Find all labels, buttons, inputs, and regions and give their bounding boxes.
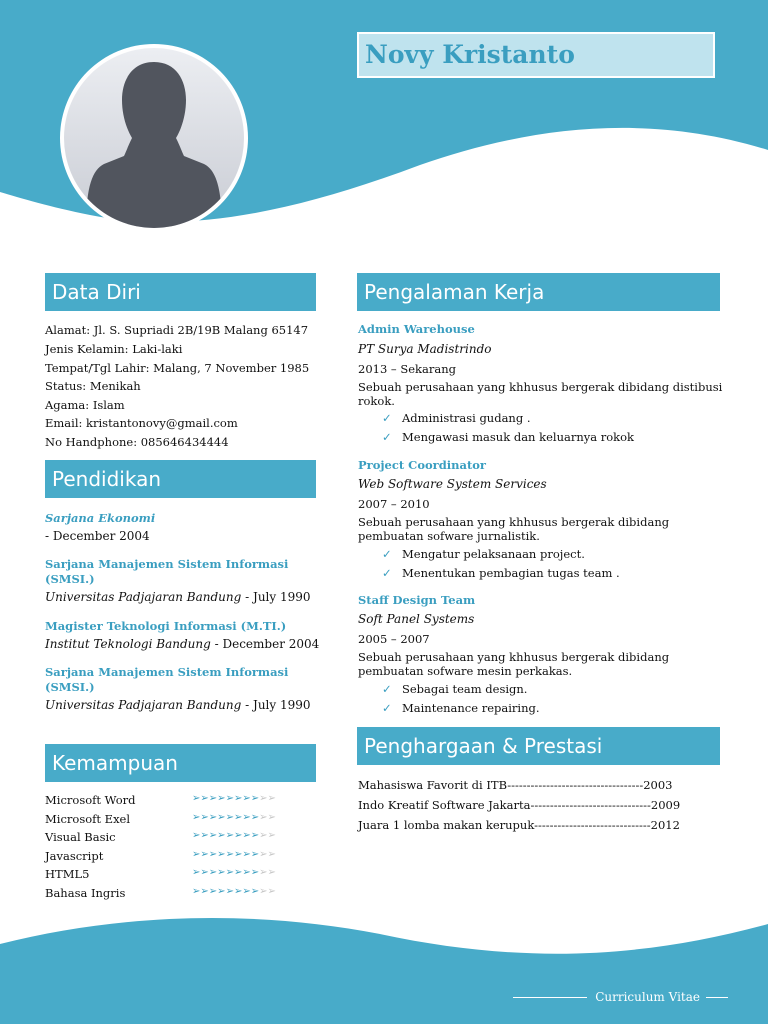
personal-info-line: Tempat/Tgl Lahir: Malang, 7 November 1985 [45,361,310,375]
arrow-icon: ➢ [250,848,260,860]
arrow-icon: ➢ [225,886,234,897]
section-title-pengalaman-kerja: Pengalaman Kerja [357,273,720,311]
arrow-icon: ➢ [259,848,268,860]
footer-divider [513,997,587,998]
arrow-icon: ➢ [267,830,276,842]
job-task [382,701,540,715]
arrow-icon: ➢ [208,867,218,879]
personal-info-line: No Handphone: 085646434444 [45,435,229,449]
skill-row [45,849,315,863]
job-period: 2013 – Sekarang [358,362,456,376]
job-company: Soft Panel Systems [358,612,475,626]
job-company: PT Surya Madistrindo [358,342,492,356]
award-item: Indo Kreatif Software Jakarta-------------------------------2009 [358,798,681,812]
check-icon: ✓ [382,701,392,715]
footer-wave [0,904,768,1024]
education-institution: Universitas Padjajaran Bandung [45,590,242,604]
job-position: Project Coordinator [358,458,486,472]
footer-label: Curriculum Vitae [595,990,700,1004]
section-title-pendidikan: Pendidikan [45,460,316,498]
job-position: Staff Design Team [358,593,476,607]
arrow-icon: ➢ [233,830,243,842]
job-description: Sebuah perusahaan yang khhusus bergerak dibidang distibusi rokok. [358,380,723,408]
job-period: 2007 – 2010 [358,497,430,511]
arrow-icon: ➢ [250,867,260,879]
job-description: Sebuah perusahaan yang khhusus bergerak dibidang pembuatan sofware mesin perkakas. [358,650,670,678]
arrow-icon: ➢ [217,886,226,897]
education-degree: Magister Teknologi Informasi (M.TI.) [45,619,287,633]
arrow-icon: ➢ [267,867,276,879]
check-icon: ✓ [382,682,392,696]
arrow-icon: ➢ [208,811,218,823]
arrow-icon: ➢ [267,886,276,897]
education-date: - July 1990 [241,590,311,604]
skill-name: HTML5 [45,867,90,882]
arrow-icon: ➢ [225,848,234,860]
job-period: 2005 – 2007 [358,632,430,646]
arrow-icon: ➢ [217,793,226,804]
skill-name: Microsoft Exel [45,811,131,826]
footer [513,990,728,1004]
education-date: - July 1990 [241,698,311,712]
arrow-icon: ➢ [208,793,218,804]
person-silhouette-icon [64,48,244,228]
skill-row [45,867,315,881]
personal-info-line: Agama: Islam [45,398,125,412]
job-task-text: Menentukan pembagian tugas team . [402,566,620,580]
section-title-penghargaan: Penghargaan & Prestasi [357,727,720,765]
job-task [382,430,634,444]
arrow-icon: ➢ [233,793,243,804]
arrow-icon: ➢ [208,830,218,842]
check-icon: ✓ [382,411,392,425]
education-date: - December 2004 [210,637,320,651]
award-item: Juara 1 lomba makan kerupuk------------------------------2012 [358,818,680,832]
education-date: - December 2004 [45,529,150,543]
arrow-icon: ➢ [200,886,209,897]
arrow-icon: ➢ [217,811,226,823]
education-entry [45,590,311,604]
job-task [382,682,527,696]
arrow-icon: ➢ [267,793,276,804]
education-degree: Sarjana Ekonomi [45,511,156,525]
education-institution: Institut Teknologi Bandung [45,637,211,651]
arrow-icon: ➢ [225,867,234,879]
arrow-icon: ➢ [259,811,268,823]
personal-info-line: Alamat: Jl. S. Supriadi 2B/19B Malang 65147 [45,323,309,337]
arrow-icon: ➢ [200,867,209,879]
arrow-icon: ➢ [225,793,234,804]
skill-level [192,812,276,823]
arrow-icon: ➢ [192,848,201,860]
job-task-text: Maintenance repairing. [402,701,540,715]
arrow-icon: ➢ [217,867,226,879]
job-task [382,547,585,561]
arrow-icon: ➢ [259,793,268,804]
arrow-icon: ➢ [225,830,234,842]
arrow-icon: ➢ [192,886,201,897]
skill-row [45,886,315,900]
personal-info-line: Status: Menikah [45,379,141,393]
skill-name: Visual Basic [45,830,116,845]
personal-info-line: Jenis Kelamin: Laki-laki [45,342,183,356]
section-title-kemampuan: Kemampuan [45,744,316,782]
personal-info-line: Email: kristantonovy@gmail.com [45,416,238,430]
arrow-icon: ➢ [200,830,209,842]
arrow-icon: ➢ [192,793,201,804]
name-box [357,32,715,78]
arrow-icon: ➢ [192,830,201,842]
arrow-icon: ➢ [225,811,234,823]
education-entry [45,698,311,712]
arrow-icon: ➢ [192,811,201,823]
education-institution: Universitas Padjajaran Bandung [45,698,242,712]
arrow-icon: ➢ [259,886,268,897]
skill-name: Bahasa Ingris [45,886,126,900]
job-description: Sebuah perusahaan yang khhusus bergerak dibidang pembuatan sofware jurnalistik. [358,515,670,543]
skill-row [45,830,315,844]
arrow-icon: ➢ [217,848,226,860]
candidate-name: Novy Kristanto [365,40,575,69]
job-task [382,411,531,425]
job-task [382,566,620,580]
check-icon: ✓ [382,566,392,580]
job-task-text: Sebagai team design. [402,682,528,696]
arrow-icon: ➢ [208,886,218,897]
arrow-icon: ➢ [200,793,209,804]
job-task-text: Mengawasi masuk dan keluarnya rokok [402,430,635,444]
check-icon: ✓ [382,547,392,561]
arrow-icon: ➢ [233,848,243,860]
award-item: Mahasiswa Favorit di ITB-----------------------------------2003 [358,778,673,792]
arrow-icon: ➢ [242,811,251,823]
avatar [60,44,248,232]
job-task-text: Administrasi gudang . [402,411,531,425]
skill-level [192,867,276,878]
education-degree: Sarjana Manajemen Sistem Informasi (SMSI.) [45,665,289,694]
arrow-icon: ➢ [192,867,201,879]
arrow-icon: ➢ [242,848,251,860]
arrow-icon: ➢ [200,848,209,860]
arrow-icon: ➢ [267,848,276,860]
section-title-data-diri: Data Diri [45,273,316,311]
arrow-icon: ➢ [259,867,268,879]
job-task-text: Mengatur pelaksanaan project. [402,547,585,561]
arrow-icon: ➢ [250,793,260,804]
arrow-icon: ➢ [242,793,251,804]
arrow-icon: ➢ [267,811,276,823]
skill-level [192,830,276,841]
arrow-icon: ➢ [242,886,251,897]
arrow-icon: ➢ [208,848,218,860]
footer-divider [706,997,728,998]
skill-row [45,812,315,826]
arrow-icon: ➢ [200,811,209,823]
skill-level [192,793,276,804]
arrow-icon: ➢ [233,811,243,823]
check-icon: ✓ [382,430,392,444]
arrow-icon: ➢ [242,867,251,879]
skill-name: Javascript [45,848,104,863]
arrow-icon: ➢ [242,830,251,842]
arrow-icon: ➢ [250,886,260,897]
arrow-icon: ➢ [250,830,260,842]
arrow-icon: ➢ [217,830,226,842]
skill-row [45,793,315,807]
arrow-icon: ➢ [259,830,268,842]
job-company: Web Software System Services [358,477,547,491]
skill-name: Microsoft Word [45,793,136,807]
education-entry [45,637,319,651]
skill-level [192,849,276,860]
arrow-icon: ➢ [233,867,243,879]
arrow-icon: ➢ [233,886,243,897]
job-position: Admin Warehouse [358,322,475,336]
skill-level [192,886,276,897]
arrow-icon: ➢ [250,811,260,823]
education-degree: Sarjana Manajemen Sistem Informasi (SMSI.) [45,557,289,586]
